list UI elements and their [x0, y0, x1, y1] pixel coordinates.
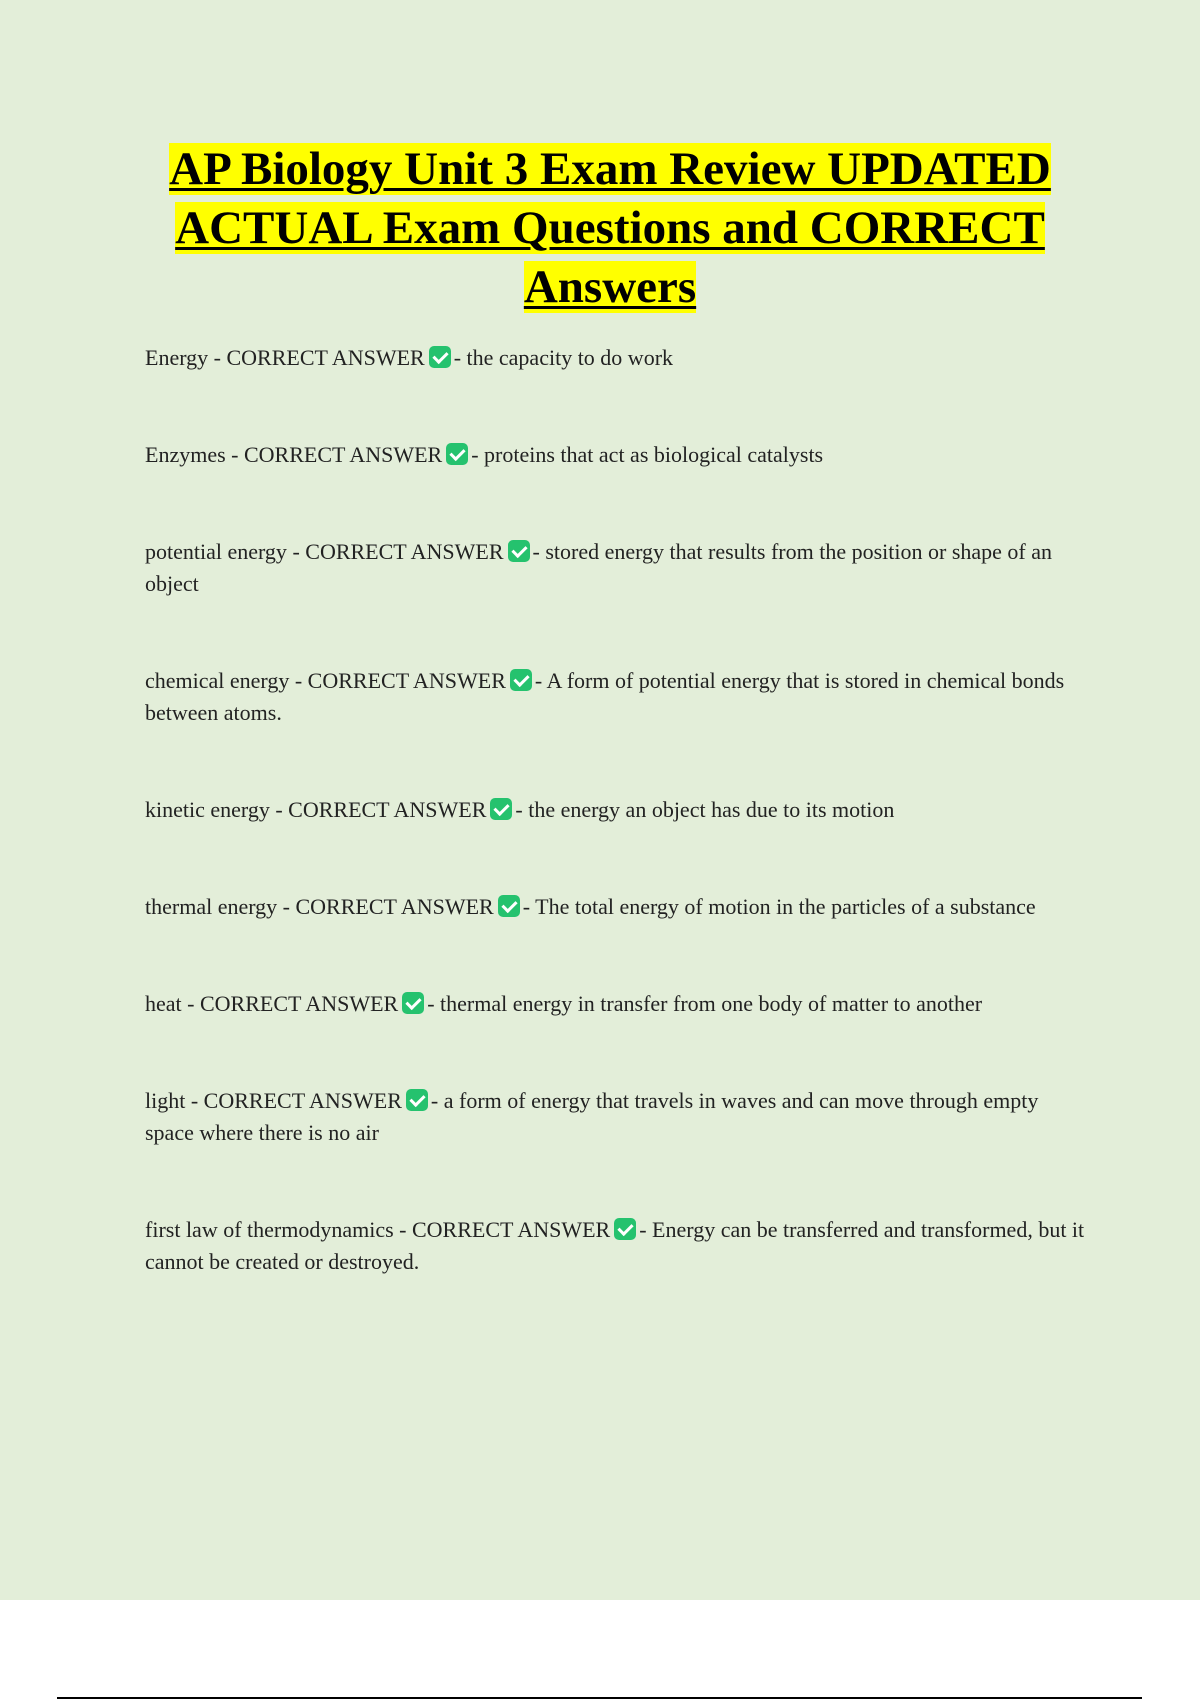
check-mark-icon: [490, 798, 512, 820]
correct-answer-label: - CORRECT ANSWER: [282, 894, 494, 919]
qa-term: thermal energy: [145, 894, 278, 919]
correct-answer-label: - CORRECT ANSWER: [213, 345, 425, 370]
correct-answer-label: - CORRECT ANSWER: [292, 539, 504, 564]
check-mark-icon: [498, 895, 520, 917]
check-mark-icon: [429, 346, 451, 368]
qa-definition: - proteins that act as biological catalysts: [471, 442, 824, 467]
qa-item: [145, 988, 1085, 1020]
check-mark-icon: [614, 1218, 636, 1240]
qa-term: heat: [145, 991, 182, 1016]
correct-answer-label: - CORRECT ANSWER: [294, 668, 506, 693]
check-mark-icon: [508, 540, 530, 562]
check-mark-icon: [402, 992, 424, 1014]
qa-term: potential energy: [145, 539, 287, 564]
qa-list: [145, 342, 1085, 1343]
check-mark-icon: [406, 1089, 428, 1111]
qa-item: [145, 1214, 1085, 1278]
qa-item: [145, 439, 1085, 471]
qa-term: chemical energy: [145, 668, 290, 693]
correct-answer-label: - CORRECT ANSWER: [399, 1217, 611, 1242]
correct-answer-label: - CORRECT ANSWER: [190, 1088, 402, 1113]
qa-definition: - a form of energy that travels in waves and can move through empty space where there is no air: [145, 1088, 1039, 1145]
qa-term: Energy: [145, 345, 209, 370]
qa-item: [145, 891, 1085, 923]
qa-item: [145, 1085, 1085, 1149]
document-title-text: AP Biology Unit 3 Exam Review UPDATED ACTUAL Exam Questions and CORRECT Answers: [169, 143, 1051, 313]
qa-term: first law of thermodynamics: [145, 1217, 394, 1242]
correct-answer-label: - CORRECT ANSWER: [275, 797, 487, 822]
qa-definition: - thermal energy in transfer from one body of matter to another: [427, 991, 983, 1016]
qa-definition: - The total energy of motion in the particles of a substance: [522, 894, 1036, 919]
qa-term: light: [145, 1088, 186, 1113]
check-mark-icon: [446, 443, 468, 465]
footer-divider: [57, 1697, 1142, 1699]
correct-answer-label: - CORRECT ANSWER: [231, 442, 443, 467]
qa-definition: - the capacity to do work: [453, 345, 674, 370]
document-title: [145, 140, 1075, 317]
correct-answer-label: - CORRECT ANSWER: [187, 991, 399, 1016]
qa-definition: - A form of potential energy that is stored in chemical bonds between atoms.: [145, 668, 1065, 725]
qa-definition: - stored energy that results from the position or shape of an object: [145, 539, 1053, 596]
qa-definition: - the energy an object has due to its motion: [515, 797, 895, 822]
qa-term: kinetic energy: [145, 797, 270, 822]
qa-item: [145, 342, 1085, 374]
qa-item: [145, 665, 1085, 729]
check-mark-icon: [510, 669, 532, 691]
qa-item: [145, 794, 1085, 826]
qa-definition: - Energy can be transferred and transformed, but it cannot be created or destroyed.: [145, 1217, 1085, 1274]
qa-term: Enzymes: [145, 442, 226, 467]
qa-item: [145, 536, 1085, 600]
